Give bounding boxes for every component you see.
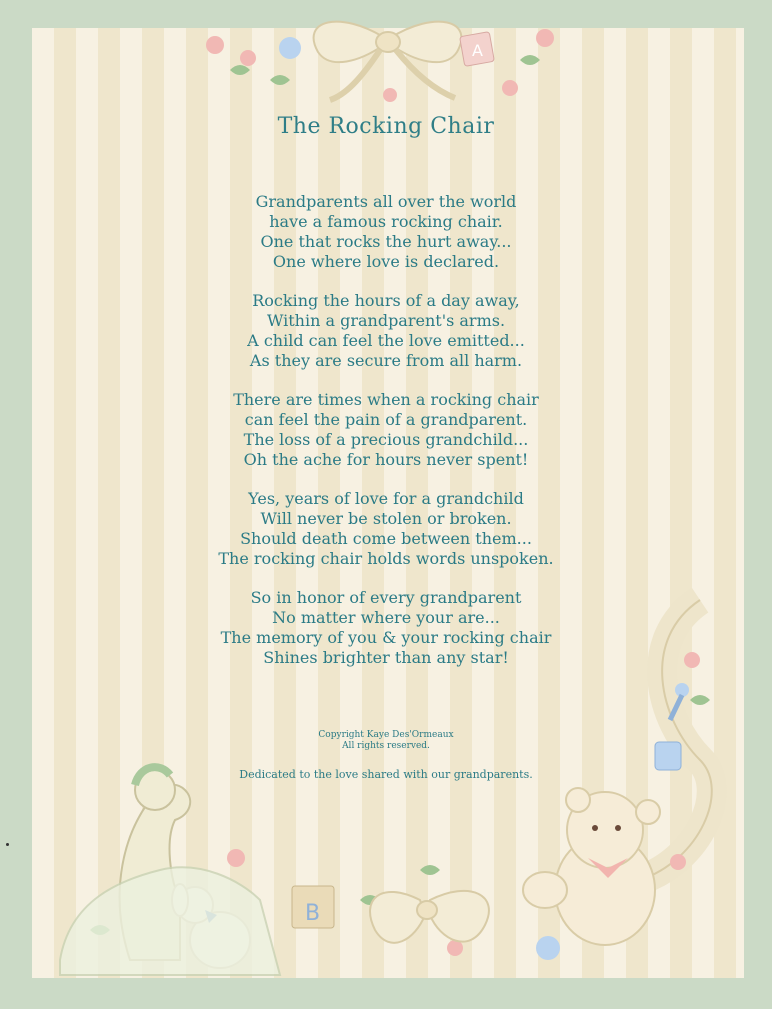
scan-speck (6, 843, 9, 846)
poem-line: The memory of you & your rocking chair (220, 628, 552, 647)
poem-line: There are times when a rocking chair (233, 390, 539, 409)
svg-text:B: B (305, 901, 321, 926)
poem-line: A child can feel the love emitted... (247, 331, 525, 350)
poem-body (0, 192, 772, 687)
bottom-bow-icon (370, 891, 489, 943)
poem-line: Yes, years of love for a grandchild (248, 489, 524, 508)
poem-line: Will never be stolen or broken. (260, 509, 512, 528)
top-a-block-icon (460, 32, 495, 67)
teddy-bear-icon (523, 788, 660, 945)
poem-line: As they are secure from all harm. (249, 351, 523, 370)
stanza-4 (0, 489, 772, 569)
poem-line: can feel the pain of a grandparent. (244, 410, 528, 429)
stanza-3 (0, 390, 772, 470)
copyright-line: Copyright Kaye Des'Ormeaux (318, 730, 454, 740)
stanza-2 (0, 291, 772, 371)
poem-line: Rocking the hours of a day away, (252, 291, 520, 310)
copyright-notice (0, 730, 772, 752)
poem-line: No matter where your are... (272, 608, 500, 627)
b-block-icon (292, 886, 334, 928)
poem-line: One where love is declared. (272, 252, 500, 271)
poem-line: Shines brighter than any star! (263, 648, 509, 667)
poem-line: Grandparents all over the world (255, 192, 517, 211)
poem-line: The rocking chair holds words unspoken. (218, 549, 554, 568)
stanza-1 (0, 192, 772, 272)
poem-line: have a famous rocking chair. (269, 212, 503, 231)
poem-line: Within a grandparent's arms. (266, 311, 506, 330)
blanket-icon (60, 867, 280, 975)
dedication: Dedicated to the love shared with our grandparents. (239, 768, 533, 781)
rights-line: All rights reserved. (342, 741, 430, 751)
poem-title: The Rocking Chair (277, 114, 495, 139)
poem-line: One that rocks the hurt away... (260, 232, 512, 251)
svg-text:A: A (472, 41, 483, 60)
poem-line: Should death come between them... (240, 529, 532, 548)
poem-line: So in honor of every grandparent (250, 588, 522, 607)
poem-line: Oh the ache for hours never spent! (243, 450, 529, 469)
poem-line: The loss of a precious grandchild... (243, 430, 529, 449)
top-bow-icon (314, 22, 462, 100)
stanza-5 (0, 588, 772, 668)
